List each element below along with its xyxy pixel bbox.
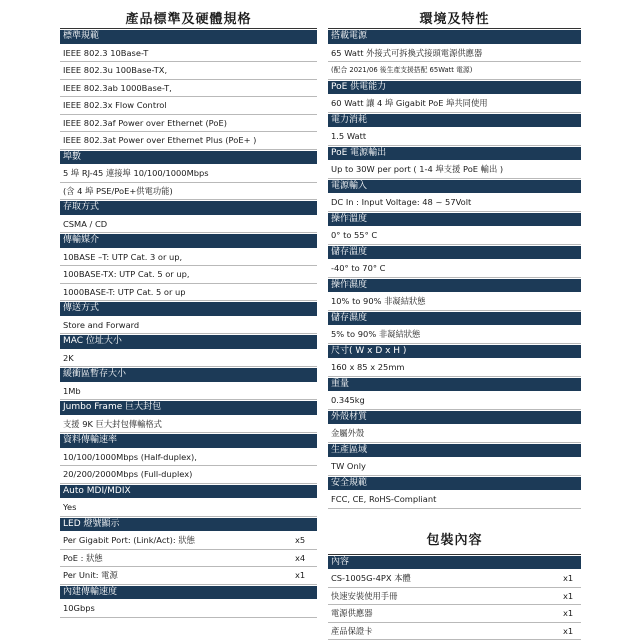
- section-header: LED 燈號顯示: [60, 518, 317, 532]
- section-header: 資料傳輸速率: [60, 434, 317, 448]
- section-header: 傳輸媒介: [60, 234, 317, 248]
- spec-value: CS-1005G-4PX 本體: [331, 573, 411, 583]
- spec-row: [328, 570, 581, 588]
- spec-row: [328, 293, 581, 311]
- section-header: 重量: [328, 378, 581, 392]
- spec-value: 10% to 90% 非凝結狀態: [331, 296, 426, 306]
- spec-row: [60, 466, 317, 484]
- spec-row: [328, 194, 581, 212]
- spec-row: [60, 350, 317, 368]
- spec-row: [60, 550, 317, 568]
- section-header: 電源輸入: [328, 180, 581, 194]
- spec-value: 支援 9K 巨大封包傳輸格式: [63, 418, 162, 429]
- section-header: 搭載電源: [328, 30, 581, 44]
- quantity: x1: [563, 573, 574, 583]
- quantity: x1: [295, 570, 306, 580]
- spec-value: 10/100/1000Mbps (Half-duplex),: [63, 451, 197, 462]
- spec-row: [60, 132, 317, 150]
- spec-value: 65 Watt 外接式可拆換式接頭電源供應器: [331, 47, 483, 58]
- spec-row: [60, 499, 317, 517]
- environment-column: [328, 0, 581, 640]
- spec-value: 160 x 85 x 25mm: [331, 362, 405, 372]
- quantity: x1: [563, 590, 574, 601]
- spec-row: [60, 165, 317, 183]
- spec-row: [60, 567, 317, 585]
- spec-row: [328, 392, 581, 410]
- quantity: x1: [563, 608, 574, 618]
- spec-value: Per Unit: 電源: [63, 570, 118, 580]
- spec-value: 1.5 Watt: [331, 131, 367, 141]
- section-header: 傳送方式: [60, 302, 317, 316]
- spec-value: Up to 30W per port ( 1-4 埠支援 PoE 輸出 ): [331, 164, 504, 174]
- spec-value: 20/200/2000Mbps (Full-duplex): [63, 469, 193, 479]
- spec-value: IEEE 802.3 10Base-T: [63, 47, 149, 58]
- spec-row: [328, 359, 581, 377]
- section-header: 儲存溫度: [328, 246, 581, 260]
- section-header: 操作濕度: [328, 279, 581, 293]
- quantity: x1: [563, 625, 574, 636]
- section-header: 尺寸( W x D x H ): [328, 345, 581, 359]
- spec-value: 1Mb: [63, 385, 81, 396]
- spec-row: [328, 227, 581, 245]
- spec-value: 0° to 55° C: [331, 230, 378, 240]
- spec-value: -40° to 70° C: [331, 263, 386, 273]
- section-header: 電力消耗: [328, 114, 581, 128]
- spec-value: (配合 2021/06 後生產支援搭配 65Watt 電源): [331, 66, 473, 74]
- section-header: PoE 供電能力: [328, 81, 581, 95]
- quantity: x5: [295, 535, 306, 545]
- spec-row: [60, 600, 317, 618]
- hardware-spec-title: 產品標準及硬體規格: [60, 0, 317, 29]
- spec-value: Yes: [63, 502, 77, 512]
- spec-value: 0.345kg: [331, 395, 365, 405]
- spec-value: FCC, CE, RoHS-Compliant: [331, 494, 437, 504]
- section-header: 操作溫度: [328, 213, 581, 227]
- package-contents-list: [328, 570, 581, 640]
- spec-row: [328, 128, 581, 146]
- spec-row: [328, 161, 581, 179]
- spec-row: [328, 45, 581, 63]
- environment-title: 環境及特性: [328, 0, 581, 29]
- section-header: MAC 位址大小: [60, 335, 317, 349]
- spec-value: 金屬外殼: [331, 428, 365, 438]
- spec-row: [60, 45, 317, 63]
- spec-row: [60, 62, 317, 80]
- spec-value: 5 埠 RJ-45 連接埠 10/100/1000Mbps: [63, 168, 209, 178]
- spec-row: [60, 383, 317, 401]
- spec-value: IEEE 802.3ab 1000Base-T,: [63, 82, 172, 93]
- spec-value: 10Gbps: [63, 603, 95, 613]
- section-header: 埠數: [60, 151, 317, 165]
- spec-value: Per Gigabit Port: (Link/Act): 狀態: [63, 535, 195, 545]
- environment-sections: [328, 30, 581, 509]
- spec-value: 電源供應器: [331, 608, 373, 618]
- spec-value: 產品保證卡: [331, 625, 373, 636]
- spec-row: [328, 588, 581, 606]
- spec-row: [328, 62, 581, 80]
- spec-row: [328, 260, 581, 278]
- spec-row: [328, 95, 581, 113]
- spec-value: IEEE 802.3af Power over Ethernet (PoE): [63, 117, 227, 128]
- spec-row: [60, 183, 317, 201]
- spec-value: IEEE 802.3u 100Base-TX,: [63, 65, 168, 75]
- spec-value: 10BASE –T: UTP Cat. 3 or up,: [63, 251, 183, 262]
- spec-row: [60, 532, 317, 550]
- spec-value: 1000BASE-T: UTP Cat. 5 or up: [63, 286, 186, 297]
- section-header: 儲存濕度: [328, 312, 581, 326]
- spec-value: CSMA / CD: [63, 218, 108, 229]
- spec-value: 100BASE-TX: UTP Cat. 5 or up,: [63, 269, 190, 279]
- spec-value: 5% to 90% 非凝結狀態: [331, 329, 421, 339]
- spec-value: 60 Watt 讓 4 埠 Gigabit PoE 埠共同使用: [331, 98, 488, 108]
- spec-value: IEEE 802.3x Flow Control: [63, 100, 167, 110]
- spec-row: [60, 416, 317, 434]
- section-header: 外殼材質: [328, 411, 581, 425]
- spec-value: Store and Forward: [63, 319, 140, 330]
- spec-row: [328, 623, 581, 640]
- package-contents-title: 包裝內容: [328, 526, 581, 555]
- spec-value: PoE : 狀態: [63, 552, 103, 563]
- section-header: 生產區域: [328, 444, 581, 458]
- hardware-spec-column: [60, 0, 317, 618]
- spec-row: [60, 449, 317, 467]
- section-header: Jumbo Frame 巨大封包: [60, 401, 317, 415]
- spec-value: DC In : Input Voltage: 48 ~ 57Volt: [331, 197, 472, 207]
- spec-row: [60, 284, 317, 302]
- spec-row: [60, 317, 317, 335]
- spec-row: [60, 266, 317, 284]
- section-header: 標準規範: [60, 30, 317, 44]
- section-header: PoE 電源輸出: [328, 147, 581, 161]
- spec-row: [328, 326, 581, 344]
- hardware-spec-sections: [60, 30, 317, 618]
- spec-value: TW Only: [331, 461, 366, 471]
- section-header: 內建傳輸速度: [60, 586, 317, 600]
- section-header: 緩衝區暫存大小: [60, 368, 317, 382]
- spacer: [328, 509, 581, 526]
- spec-row: [328, 458, 581, 476]
- spec-row: [60, 216, 317, 234]
- spec-value: 2K: [63, 352, 74, 363]
- spec-row: [328, 425, 581, 443]
- section-header: 安全規範: [328, 477, 581, 491]
- spec-row: [60, 249, 317, 267]
- spec-value: (含 4 埠 PSE/PoE+供電功能): [63, 185, 173, 196]
- spec-value: 快速安裝使用手冊: [331, 590, 398, 601]
- package-contents-header: 內容: [328, 556, 581, 570]
- spec-row: [328, 605, 581, 623]
- spec-row: [60, 80, 317, 98]
- quantity: x4: [295, 552, 306, 563]
- spec-value: IEEE 802.3at Power over Ethernet Plus (PoE+ ): [63, 135, 257, 145]
- section-header: 存取方式: [60, 201, 317, 215]
- spec-row: [60, 115, 317, 133]
- spec-row: [60, 97, 317, 115]
- section-header: Auto MDI/MDIX: [60, 485, 317, 499]
- spec-row: [328, 491, 581, 509]
